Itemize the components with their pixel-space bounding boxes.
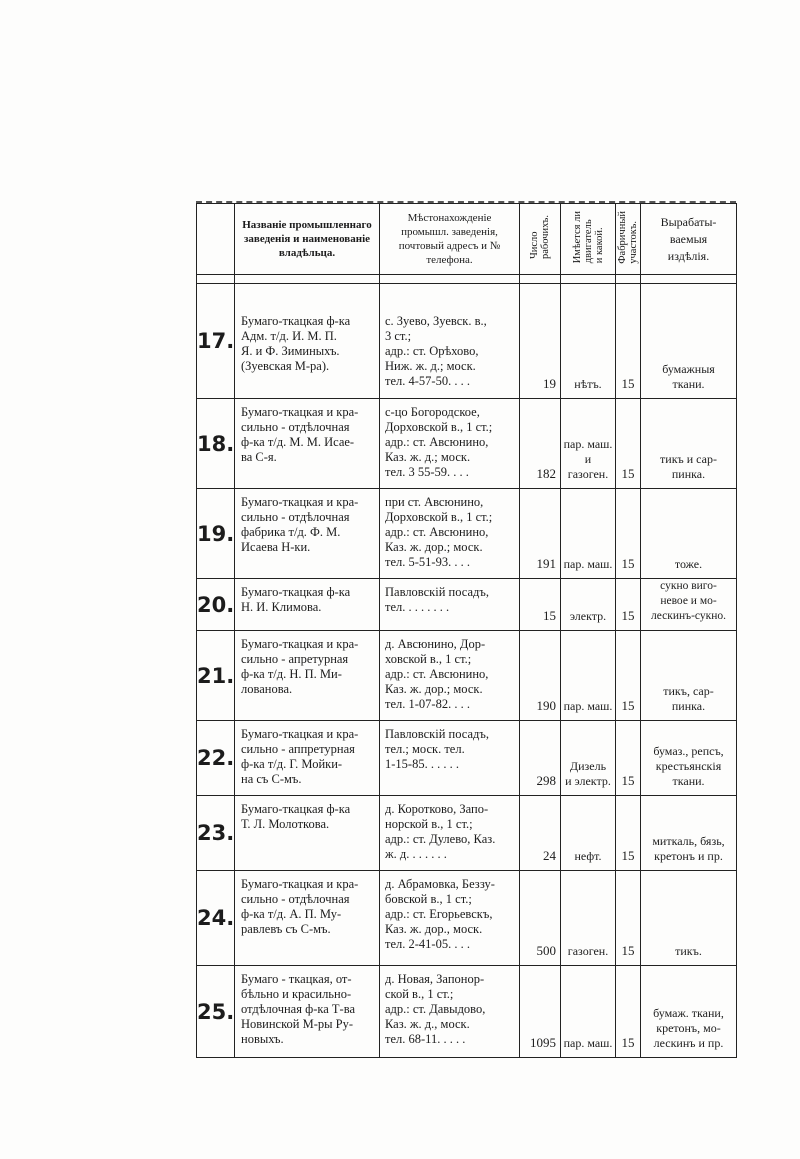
factory-name: Бумаго-ткацкая ф-ка Н. И. Климова. [235,579,380,631]
engine-type: электр. [561,579,616,631]
district-number: 15 [616,796,641,871]
table-row [197,721,737,796]
district-number: 15 [616,966,641,1058]
factory-name: Бумаго-ткацкая и кра- сильно - апретурная ф-ка т/д. Н. П. Ми- лованова. [235,631,380,721]
table-row [197,631,737,721]
products: бумаз., репсъ, крестьянскія ткани. [641,721,737,796]
factory-address: д. Коротково, Запо- норской в., 1 ст.; адр.: ст. Дулево, Каз. ж. д. . . . . . . [380,796,520,871]
engine-type: нѣтъ. [561,284,616,399]
table-row [197,489,737,579]
district-number: 15 [616,871,641,966]
row-number: 24. [197,871,235,966]
products: сукно виго- невое и мо- лескинъ-сукно. [641,579,737,631]
workers-count: 24 [520,796,561,871]
engine-type: пар. маш. [561,966,616,1058]
factory-address: д. Новая, Запонор- ской в., 1 ст.; адр.: ст. Давыдово, Каз. ж. д., моск. тел. 68-11. . . . . [380,966,520,1058]
factory-name: Бумаго-ткацкая ф-ка Адм. т/д. И. М. П. Я. и Ф. Зиминыхъ. (Зуевская М-ра). [235,284,380,399]
district-number: 15 [616,721,641,796]
workers-count: 19 [520,284,561,399]
factory-address: с-цо Богородское, Дорховской в., 1 ст.; адр.: ст. Авсюнино, Каз. ж. д.; моск. тел. 3 55-59. . . . [380,399,520,489]
header-engine-label: Имѣется ли двигатель и какой. [571,210,605,264]
factory-address: д. Абрамовка, Беззу- бовской в., 1 ст.; адр.: ст. Егорьевскъ, Каз. ж. дор., моск. тел. 2-41-05. . . . [380,871,520,966]
header-workers-label: Число рабочихъ. [529,214,551,260]
workers-count: 15 [520,579,561,631]
products: миткаль, бязь, кретонъ и пр. [641,796,737,871]
workers-count: 182 [520,399,561,489]
products: тикъ. [641,871,737,966]
engine-type: пар. маш. и газоген. [561,399,616,489]
factory-name: Бумаго-ткацкая и кра- сильно - отдѣлочная ф-ка т/д. М. М. Исае- ва С-я. [235,399,380,489]
products: бумаж. ткани, кретонъ, мо- лескинъ и пр. [641,966,737,1058]
table-row [197,284,737,399]
row-number: 18. [197,399,235,489]
factory-name: Бумаго-ткацкая и кра- сильно - отдѣлочная ф-ка т/д. А. П. Му- равлевъ съ С-мъ. [235,871,380,966]
row-number: 22. [197,721,235,796]
row-number: 20. [197,579,235,631]
district-number: 15 [616,579,641,631]
engine-type: газоген. [561,871,616,966]
header-gap [197,275,737,284]
header-district-label: Фабричный участокъ. [617,210,639,264]
engine-type: пар. маш. [561,631,616,721]
district-number: 15 [616,399,641,489]
district-number: 15 [616,489,641,579]
table-row [197,966,737,1058]
table-row [197,579,737,631]
row-number: 23. [197,796,235,871]
district-number: 15 [616,631,641,721]
products: бумажныя ткани. [641,284,737,399]
factory-table [196,203,737,1058]
factory-address: Павловскій посадъ, тел.; моск. тел. 1-15-85. . . . . . [380,721,520,796]
factory-address: д. Авсюнино, Дор- ховской в., 1 ст.; адр.: ст. Авсюнино, Каз. ж. дор.; моск. тел. 1-07-82. . . . [380,631,520,721]
header-name: Названіе промышленнаго заведенія и наименованіе владѣльца. [235,204,380,275]
header-number [197,204,235,275]
header-products: Вырабаты- ваемыя издѣлія. [641,204,737,275]
header-workers [520,204,561,275]
engine-type: Дизель и электр. [561,721,616,796]
factory-name: Бумаго-ткацкая и кра- сильно - отдѣлочная фабрика т/д. Ф. М. Исаева Н-ки. [235,489,380,579]
table-row [197,399,737,489]
factory-address: при ст. Авсюнино, Дорховской в., 1 ст.; адр.: ст. Авсюнино, Каз. ж. дор.; моск. тел. 5-51-93. . . . [380,489,520,579]
header-engine [561,204,616,275]
factory-name: Бумаго-ткацкая ф-ка Т. Л. Молоткова. [235,796,380,871]
workers-count: 190 [520,631,561,721]
factory-name: Бумаго-ткацкая и кра- сильно - аппретурная ф-ка т/д. Г. Мойки- на съ С-мъ. [235,721,380,796]
header-district [616,204,641,275]
header-location: Мѣстонахожденіе промышл. заведенія, почтовый адресъ и № телефона. [380,204,520,275]
row-number: 25. [197,966,235,1058]
workers-count: 1095 [520,966,561,1058]
products: тоже. [641,489,737,579]
workers-count: 191 [520,489,561,579]
row-number: 21. [197,631,235,721]
row-number: 17. [197,284,235,399]
products: тикъ, сар- пинка. [641,631,737,721]
workers-count: 298 [520,721,561,796]
factory-name: Бумаго - ткацкая, от- бѣльно и красильно- отдѣлочная ф-ка Т-ва Новинской М-ры Ру- новыхъ. [235,966,380,1058]
district-number: 15 [616,284,641,399]
factory-address: Павловскій посадъ, тел. . . . . . . . [380,579,520,631]
factory-address: с. Зуево, Зуевск. в., 3 ст.; адр.: ст. Орѣхово, Ниж. ж. д.; моск. тел. 4-57-50. . . . [380,284,520,399]
engine-type: пар. маш. [561,489,616,579]
workers-count: 500 [520,871,561,966]
table-row [197,796,737,871]
products: тикъ и сар- пинка. [641,399,737,489]
table-row [197,871,737,966]
engine-type: нефт. [561,796,616,871]
header-row [197,204,737,275]
row-number: 19. [197,489,235,579]
